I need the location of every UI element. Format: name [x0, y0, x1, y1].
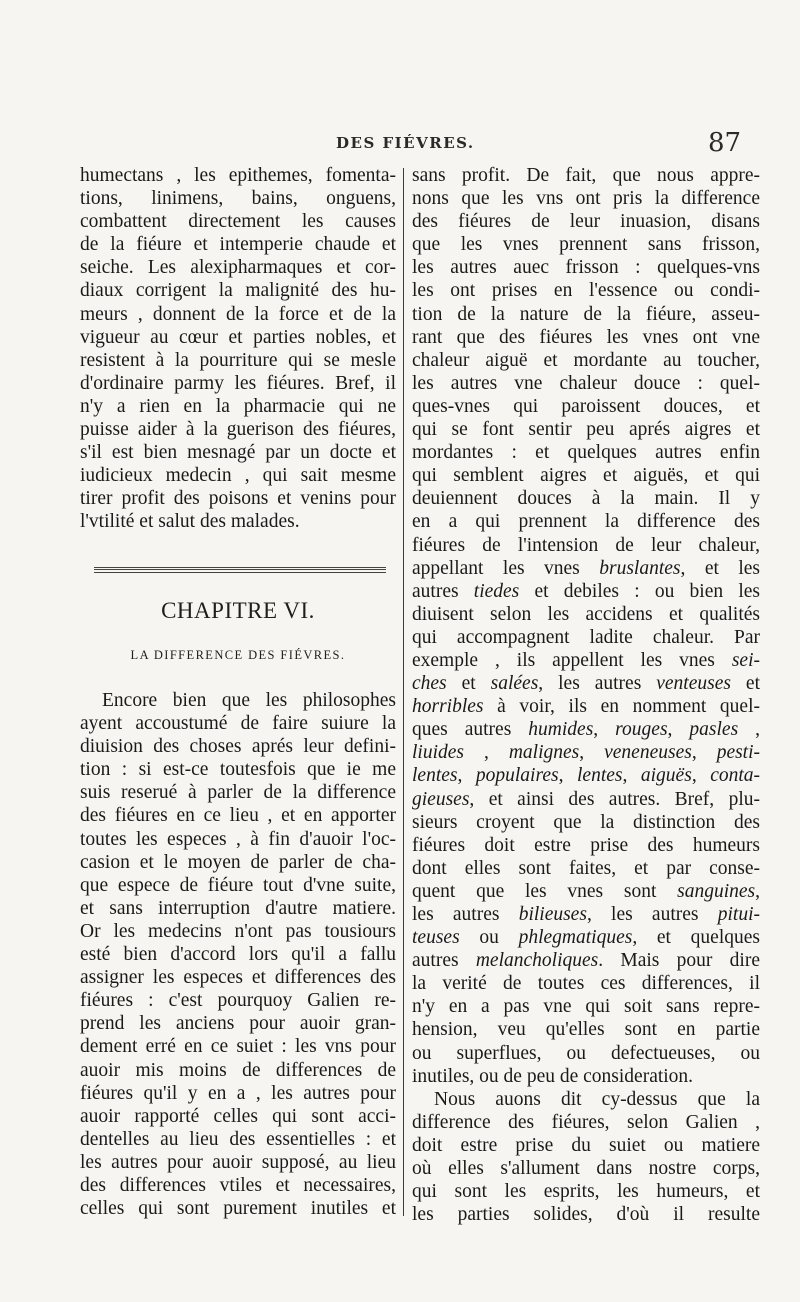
text-segment: sieurs croyent que la distinction des	[412, 811, 760, 833]
text-segment: autres	[412, 950, 476, 972]
text-line	[412, 210, 760, 233]
right-column	[412, 164, 760, 1226]
text-line: fiéures qu'il y en a , les autres pour	[80, 1082, 396, 1104]
text-line	[412, 187, 760, 210]
text-line	[412, 279, 760, 302]
text-line	[412, 372, 760, 395]
text-segment: ques-vnes qui paroissent douces, et	[412, 395, 760, 417]
text-segment: lentes	[577, 765, 623, 787]
text-segment: qui semblent aigres et aiguës, et qui	[412, 465, 760, 487]
text-line: seiche. Les alexipharmaques et cor-	[80, 257, 396, 279]
text-line	[412, 464, 760, 487]
text-segment: chaleur aiguë et mordante au toucher,	[412, 349, 760, 371]
text-line	[412, 857, 760, 880]
text-line: meurs , donnent de la force et de la	[80, 303, 396, 325]
text-line	[412, 672, 760, 695]
text-segment: qui se font sentir peu aprés aigres et	[412, 419, 760, 441]
text-segment: ,	[738, 719, 761, 741]
text-line	[412, 695, 760, 718]
text-line	[412, 972, 760, 995]
page-number: 87	[708, 128, 742, 158]
text-segment: , et quelques	[632, 927, 760, 949]
text-segment: ,	[755, 880, 760, 902]
text-line	[412, 534, 760, 557]
text-segment: deuiennent douces à la main. Il y	[412, 488, 760, 510]
text-line: d'ordinaire parmy les fiéures. Bref, il	[80, 372, 396, 394]
text-line	[412, 926, 760, 949]
text-line	[412, 626, 760, 649]
text-line: l'vtilité et salut des malades.	[80, 511, 300, 533]
left-column-top	[80, 164, 396, 534]
text-line: que espece de fiéure tout d'vne suite,	[80, 874, 396, 896]
text-line	[412, 303, 760, 326]
text-line: tions, linimens, bains, onguens,	[80, 188, 396, 210]
text-line	[412, 764, 760, 787]
text-segment: et	[730, 673, 760, 695]
text-segment: ,	[457, 765, 476, 787]
text-segment: venteuses	[656, 673, 731, 695]
text-line: esté bien d'accord lors qu'il a fallu	[80, 944, 396, 966]
text-segment: ,	[667, 719, 690, 741]
text-line: et sans interruption d'autre matiere.	[80, 897, 396, 919]
text-segment: doit estre prise du suiet ou matiere	[412, 1134, 760, 1156]
text-segment: , les autres	[538, 673, 657, 695]
text-segment: où elles s'allument dans nostre corps,	[412, 1158, 760, 1180]
text-line: tion : si est-ce toutesfois que ie me	[80, 759, 396, 781]
text-segment: ques autres	[412, 719, 529, 741]
text-line	[412, 418, 760, 441]
text-segment: ,	[464, 742, 509, 764]
text-line: celles qui sont purement inutiles et	[80, 1198, 396, 1220]
text-line: les autres pour auoir supposé, au lieu	[80, 1151, 396, 1173]
chapter-subtitle: LA DIFFERENCE DES FIÉVRES.	[130, 648, 346, 662]
text-segment: autres	[412, 580, 474, 602]
text-segment: les autres vne chaleur douce : quel-	[412, 372, 760, 394]
text-segment: humides	[528, 719, 594, 741]
text-segment: . Mais pour dire	[598, 950, 761, 972]
running-title: DES FIÉVRES.	[336, 134, 475, 152]
text-segment: inutiles, ou de peu de consideration.	[412, 1065, 694, 1087]
text-segment: les parties solides, d'où il resulte	[412, 1204, 760, 1226]
text-line: n'y a rien en la pharmacie qui ne	[80, 395, 396, 417]
chapter-title: CHAPITRE VI.	[161, 598, 315, 623]
text-line: ayent accoustumé de faire suiure la	[80, 713, 396, 735]
text-line	[412, 441, 760, 464]
text-line	[412, 233, 760, 256]
text-segment: sanguines	[677, 880, 756, 902]
text-line: assigner les especes et differences des	[80, 967, 396, 989]
text-segment: aiguës	[640, 765, 692, 787]
text-segment: rouges	[615, 719, 668, 741]
text-line	[412, 811, 760, 834]
text-line	[412, 580, 760, 603]
text-line	[412, 718, 760, 741]
text-segment: que les vnes prennent sans frisson,	[412, 234, 760, 256]
text-line	[412, 903, 760, 926]
text-line: vigueur au cœur et parties nobles, et	[80, 326, 396, 348]
text-segment: tion de la nature de la fiéure, asseu-	[412, 303, 760, 325]
text-segment: difference des fiéures, selon Galien ,	[412, 1111, 760, 1133]
text-line: puisse aider à la guerison des fiéures,	[80, 419, 396, 441]
running-head	[0, 128, 800, 168]
text-line: s'il est bien mesnagé par un docte et	[80, 442, 396, 464]
text-segment: salées	[490, 673, 539, 695]
left-column-bottom	[80, 689, 396, 1220]
text-segment: ,	[579, 742, 605, 764]
text-segment: n'y en a pas vne qui soit sans repre-	[412, 996, 760, 1018]
text-segment: ,	[691, 742, 717, 764]
text-segment: exemple , ils appellent les vnes	[412, 649, 732, 671]
text-line: auoir rapporté celles qui sont acci-	[80, 1105, 396, 1127]
text-segment: , et les	[680, 557, 761, 579]
text-line	[412, 880, 760, 903]
text-segment: hension, veu qu'elles sont en partie	[412, 1019, 760, 1041]
text-line	[412, 326, 760, 349]
text-line: diuision des choses aprés leur defini-	[80, 736, 396, 758]
text-segment: mordantes : et quelques autres enfin	[412, 442, 760, 464]
text-line: auoir mis moins de differences de	[80, 1059, 396, 1081]
text-segment: à voir, ils en nomment quel-	[483, 696, 760, 718]
text-line: combattent directement les causes	[80, 211, 396, 233]
text-segment: , les autres	[586, 904, 718, 925]
text-line: prend les anciens pour auoir gran-	[80, 1013, 396, 1035]
text-segment: gieuses	[412, 788, 470, 810]
text-line: casion et le moyen de parler de cha-	[80, 851, 396, 873]
text-line: suis reserué à parler de la difference	[80, 782, 396, 804]
text-segment: la verité de toutes ces differences, il	[412, 973, 760, 995]
text-segment: fiéures de l'intension de leur chaleur,	[412, 534, 760, 556]
text-segment: ,	[593, 719, 616, 741]
text-segment: liuides	[412, 742, 464, 764]
text-segment: horribles	[412, 696, 484, 718]
text-segment: pitui-	[717, 904, 760, 925]
text-segment: veneneuses	[604, 742, 692, 764]
text-line	[412, 395, 760, 418]
text-segment: des fiéures de leur inuasion, disans	[412, 211, 760, 233]
text-line	[412, 788, 760, 811]
text-segment: populaires	[475, 765, 559, 787]
text-line: Encore bien que les philosophes	[102, 690, 396, 711]
text-line: des fiéures en ce lieu , et en apporter	[80, 805, 396, 827]
text-segment: ,	[691, 765, 711, 787]
text-segment: bruslantes	[599, 557, 681, 579]
text-segment: qui accompagnent ladite chaleur. Par	[412, 626, 760, 648]
text-segment: diuisent selon les accidens et qualités	[412, 603, 760, 625]
text-line	[412, 487, 760, 510]
text-segment: ou superflues, ou defectueuses, ou	[412, 1042, 760, 1064]
text-line	[412, 1134, 760, 1157]
text-line	[412, 1180, 760, 1203]
text-segment: appellant les vnes	[412, 557, 600, 579]
text-line	[412, 1018, 760, 1041]
text-segment: quent que les vnes sont	[412, 880, 678, 902]
text-segment: les ont prises en l'essence ou condi-	[412, 280, 760, 302]
text-segment: rant que des fiéures les vnes ont vne	[412, 326, 760, 348]
text-segment: teuses	[412, 927, 460, 949]
text-line: dentelles au lieu des essentielles : et	[80, 1128, 396, 1150]
text-line: des differences vtiles et necessaires,	[80, 1174, 396, 1196]
text-segment: ,	[622, 765, 641, 787]
text-line: Or les medecins n'ont pas tousiours	[80, 920, 396, 942]
text-line: iudicieux medecin , qui sait mesme	[80, 465, 396, 487]
text-line: tirer profit des poisons et venins pour	[80, 488, 396, 510]
text-line	[412, 834, 760, 857]
section-rule	[94, 567, 386, 573]
text-line: de la fiéure et intemperie chaude et	[80, 234, 396, 256]
text-segment: les autres auec frisson : quelques-vns	[412, 257, 760, 279]
text-segment: et debiles : ou bien les	[519, 580, 760, 602]
text-segment: conta-	[710, 765, 761, 787]
text-line: resistent à la pourriture qui se mesle	[80, 349, 396, 371]
text-segment: en a qui prennent la difference des	[412, 511, 760, 533]
text-line	[412, 1088, 760, 1111]
text-segment: fiéures doit estre prise des humeurs	[412, 834, 760, 856]
text-line: humectans , les epithemes, fomenta-	[80, 165, 396, 186]
text-segment: dont elles sont faites, et par conse-	[412, 857, 760, 879]
text-line	[412, 1203, 760, 1226]
text-segment: et	[446, 673, 491, 695]
text-line	[412, 741, 760, 764]
text-segment: bilieuses	[518, 904, 587, 925]
text-segment: sans profit. De fait, que nous appre-	[412, 165, 760, 186]
text-line	[412, 256, 760, 279]
text-line	[412, 349, 760, 372]
text-segment: sei-	[731, 649, 760, 671]
text-line	[412, 510, 760, 533]
text-line: fiéures : c'est pourquoy Galien re-	[80, 990, 396, 1012]
text-line	[412, 164, 760, 187]
text-line: diaux corrigent la malignité des hu-	[80, 280, 396, 302]
text-segment: malignes	[508, 742, 580, 764]
text-segment: pesti-	[716, 742, 761, 764]
text-segment: les autres	[412, 904, 519, 925]
text-segment: Nous auons dit cy-dessus que la	[434, 1088, 760, 1110]
text-segment: pasles	[689, 719, 739, 741]
column-divider	[403, 168, 404, 1216]
text-line	[412, 1042, 760, 1065]
text-line	[412, 1065, 760, 1088]
text-line	[412, 1157, 760, 1180]
text-segment: melancholiques	[475, 950, 599, 972]
text-line	[412, 1111, 760, 1134]
text-line	[412, 995, 760, 1018]
text-segment: phlegmatiques	[518, 927, 633, 949]
text-segment: nons que les vns ont pris la difference	[412, 188, 760, 210]
text-line	[412, 649, 760, 672]
text-segment: ,	[558, 765, 577, 787]
text-line: toutes les especes , à fin d'auoir l'oc-	[80, 828, 396, 850]
text-segment: qui sont les esprits, les humeurs, et	[412, 1181, 760, 1203]
text-segment: , et ainsi des autres. Bref, plu-	[469, 788, 760, 810]
text-segment: tiedes	[473, 580, 520, 602]
text-line	[412, 603, 760, 626]
text-segment: ou	[459, 927, 519, 949]
text-segment: ches	[412, 673, 447, 695]
text-segment: lentes	[412, 765, 458, 787]
text-line	[412, 557, 760, 580]
text-line	[412, 949, 760, 972]
text-line: dement erré en ce suiet : les vns pour	[80, 1036, 396, 1058]
